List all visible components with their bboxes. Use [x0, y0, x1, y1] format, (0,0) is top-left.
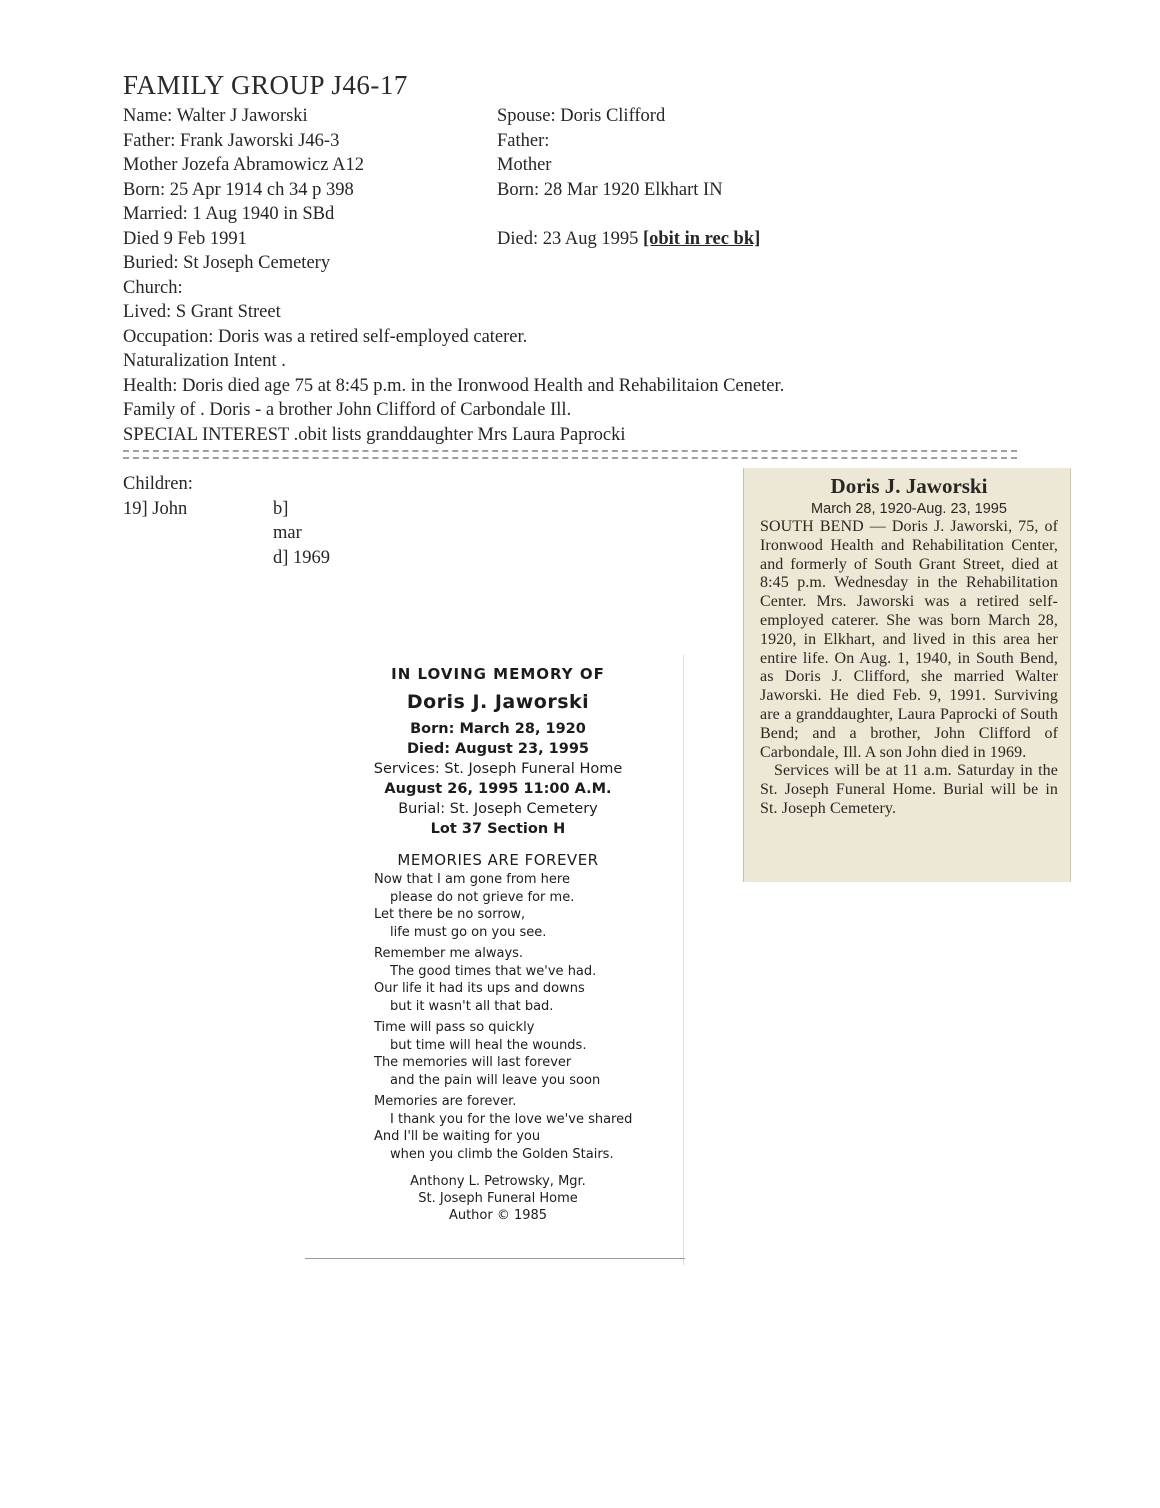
- obituary-clipping: [743, 468, 1071, 882]
- poem-line: Our life it had its ups and downs: [374, 981, 585, 996]
- card-died: Died: August 23, 1995: [406, 741, 589, 757]
- family-field: Family of . Doris - a brother John Clifford of Carbondale Ill.: [123, 400, 572, 420]
- card-name: Doris J. Jaworski: [406, 691, 590, 713]
- spouse-mother-field: Mother: [497, 155, 552, 175]
- child-name: 19] John: [123, 499, 188, 519]
- lived-field: Lived: S Grant Street: [123, 302, 281, 322]
- spouse-born-field: Born: 28 Mar 1920 Elkhart IN: [497, 180, 723, 200]
- poem-line: The good times that we've had.: [390, 963, 597, 979]
- clipping-title: Doris J. Jaworski: [830, 474, 988, 498]
- card-edge: [683, 655, 684, 1265]
- children-label: Children:: [123, 474, 193, 494]
- poem-line: Time will pass so quickly: [374, 1020, 535, 1035]
- poem-line: I thank you for the love we've shared: [390, 1111, 633, 1127]
- card-services: Services: St. Joseph Funeral Home: [373, 761, 623, 777]
- separator-line: [123, 450, 1017, 459]
- mother-field: Mother Jozefa Abramowicz A12: [123, 155, 364, 175]
- health-field: Health: Doris died age 75 at 8:45 p.m. in the Ironwood Health and Rehabilitaion Ceneter.: [123, 376, 785, 396]
- poem-line: Remember me always.: [374, 946, 524, 961]
- card-born: Born: March 28, 1920: [410, 721, 586, 737]
- spouse-died-field: [497, 227, 760, 251]
- spouse-field: Spouse: Doris Clifford: [497, 106, 666, 126]
- poem-line: Memories are forever.: [374, 1094, 517, 1109]
- poem-line: and the pain will leave you soon: [390, 1072, 601, 1088]
- poem-line: life must go on you see.: [390, 924, 547, 940]
- poem: [374, 871, 684, 1163]
- card-lot: Lot 37 Section H: [430, 821, 566, 837]
- signature-line: Anthony L. Petrowsky, Mgr.: [410, 1174, 586, 1189]
- card-burial: Burial: St. Joseph Cemetery: [398, 801, 598, 817]
- poem-line: Now that I am gone from here: [374, 872, 570, 887]
- obit-link[interactable]: [obit in rec bk]: [642, 229, 761, 249]
- clipping-paragraph: SOUTH BEND — Doris J. Jaworski, 75, of Ironwood Health and Rehabilitation Center, and formerly of South Grant Street, died at 8:45 p.m. Wednesday in the Rehabilitation Center. Mrs. Jaworski was a retired self-employed caterer. She was born March 28, 1920, in Elkhart, and lived in this area her entire life. On Aug. 1, 1940, in South Bend, as Doris J. Clifford, she married Walter Jaworski. He died Feb. 9, 1991. Surviving are a granddaughter, Laura Paprocki of South Bend; and a brother, John Clifford of Carbondale, Ill. A son John died in 1969.: [760, 518, 1058, 761]
- father-field: Father: Frank Jaworski J46-3: [123, 131, 340, 151]
- card-heading: IN LOVING MEMORY OF: [391, 665, 605, 683]
- poem-line: but it wasn't all that bad.: [390, 998, 554, 1014]
- card-service-date: August 26, 1995 11:00 A.M.: [384, 781, 612, 797]
- poem-line: please do not grieve for me.: [390, 889, 575, 905]
- memorial-card: [312, 655, 684, 1265]
- poem-line: but time will heal the wounds.: [390, 1037, 587, 1053]
- signature-line: St. Joseph Funeral Home: [418, 1191, 578, 1206]
- poem-line: Let there be no sorrow,: [374, 907, 526, 922]
- name-field: Name: Walter J Jaworski: [123, 106, 308, 126]
- clipping-dates: March 28, 1920-Aug. 23, 1995: [811, 501, 1007, 517]
- church-field: Church:: [123, 278, 183, 298]
- page-title: FAMILY GROUP J46-17: [123, 70, 408, 100]
- child-married: mar: [273, 523, 302, 543]
- poem-title: MEMORIES ARE FOREVER: [397, 851, 599, 869]
- naturalization-field: Naturalization Intent .: [123, 351, 286, 371]
- signature-line: Author © 1985: [448, 1208, 548, 1223]
- clipping-paragraph: Services will be at 11 a.m. Saturday in the St. Joseph Funeral Home. Burial will be in St. Joseph Cemetery.: [760, 762, 1058, 817]
- buried-field: Buried: St Joseph Cemetery: [123, 253, 331, 273]
- poem-line: And I'll be waiting for you: [374, 1129, 541, 1144]
- child-died: d] 1969: [273, 548, 331, 568]
- poem-line: when you climb the Golden Stairs.: [390, 1146, 614, 1162]
- spouse-father-field: Father:: [497, 131, 550, 151]
- spouse-died-text: Died: 23 Aug 1995: [497, 229, 643, 249]
- married-field: Married: 1 Aug 1940 in SBd: [123, 204, 335, 224]
- clipping-body: [760, 518, 1058, 819]
- died-field: Died 9 Feb 1991: [123, 229, 247, 249]
- occupation-field: Occupation: Doris was a retired self-employed caterer.: [123, 327, 528, 347]
- special-interest-field: SPECIAL INTEREST .obit lists granddaughter Mrs Laura Paprocki: [123, 425, 626, 445]
- born-field: Born: 25 Apr 1914 ch 34 p 398: [123, 180, 354, 200]
- card-signature: [312, 1173, 684, 1224]
- card-edge: [305, 1258, 685, 1259]
- child-born: b]: [273, 499, 289, 519]
- poem-line: The memories will last forever: [374, 1055, 572, 1070]
